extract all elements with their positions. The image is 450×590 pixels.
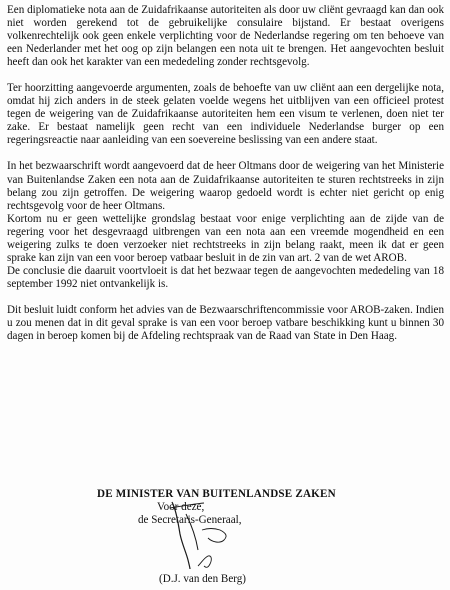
paragraph-appeal-notice: Dit besluit luidt conform het advies van de Bezwaarschriftencommissie voor AROB-zaken. Indien u zou menen dat in dit geval sprake is van een voor beroep vatbare beschikking kunt u binnen 30 dagen in beroep komen bij de Afdeling rechtspraak van de Raad van State in Den Haag. [7, 303, 444, 343]
paragraph-hearing-arguments: Ter hoorzitting aangevoerde argumenten, zoals de behoefte van uw cliënt aan een dergelijke nota, omdat hij zich anders in de steek gelaten voelde wegens het uitblijven van een officieel protest tegen de weigering van de Zuidafrikaanse autoriteiten hem een visum te verlenen, doen niet ter zake. Er bestaat namelijk geen recht van een individuele Nederlandse burger op een regeringsreactie naar aanleiding van een soevereine beslissing van een andere staat. [7, 82, 444, 147]
signatory-capacity: Voor deze, [157, 501, 205, 513]
paragraph-conclusion-basis: Kortom nu er geen wettelijke grondslag bestaat voor enige verplichting aan de zijde van de regering voor het desgevraagd uitbrengen van een nota aan een vreemde mogendheid en een weigering zulks te doen verzoeker niet rechtstreeks in zijn belang raakt, meen ik dat er geen sprake kan zijn van een voor beroep vatbaar besluit in de zin van art. 2 van de wet AROB. [7, 212, 444, 264]
letter-body [7, 4, 444, 356]
paragraph-diplomatic-note: Een diplomatieke nota aan de Zuidafrikaanse autoriteiten als door uw cliënt gevraagd kan dan ook niet worden gerekend tot de gebruikelijke consulaire bijstand. Er bestaat overigens volkenrechtelijk ook geen enkele verplichting voor de Nederlandse regering om ten behoeve van een Nederlander met het oog op zijn belangen een nota uit te brengen. Het aangevochten besluit heeft dan ook het karakter van een mededeling zonder rechtsgevolg. [7, 4, 444, 69]
paragraph-conclusion: De conclusie die daaruit voortvloeit is dat het bezwaar tegen de aangevochten mededeling van 18 september 1992 niet ontvankelijk is. [7, 264, 444, 290]
signature-block [97, 488, 417, 527]
signatory-title: DE MINISTER VAN BUITENLANDSE ZAKEN [97, 488, 336, 500]
signatory-role: de Secretaris-Generaal, [138, 514, 242, 526]
signer-name: (D.J. van den Berg) [159, 573, 246, 585]
paragraph-objection: In het bezwaarschrift wordt aangevoerd dat de heer Oltmans door de weigering van het Ministerie van Buitenlandse Zaken een nota aan de Zuidafrikaanse autoriteiten te sturen rechtstreeks in zijn belang zou zijn getroffen. De weigering waarop gedoeld wordt is echter niet gericht op enig rechtsgevolg voor de heer Oltmans. [7, 160, 444, 212]
